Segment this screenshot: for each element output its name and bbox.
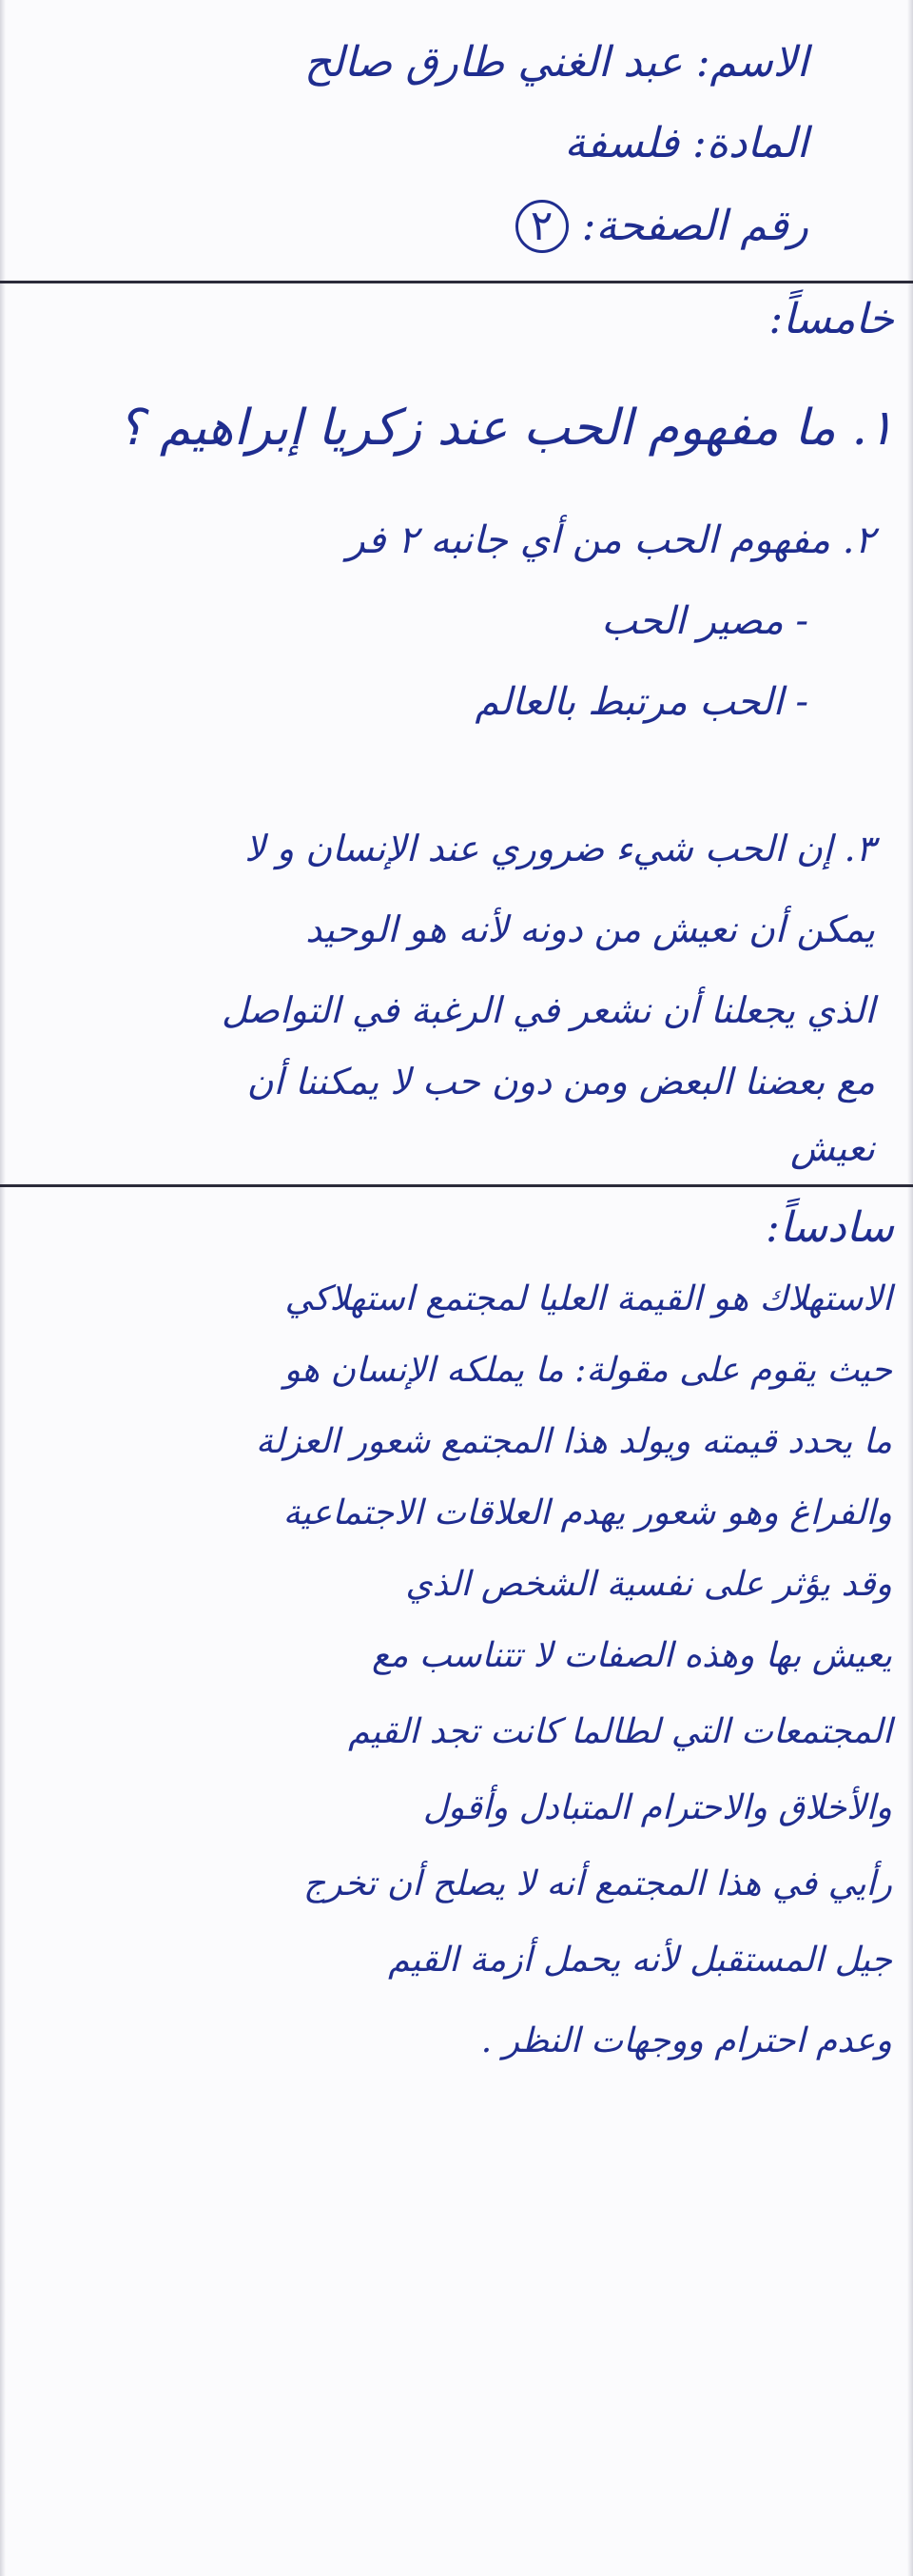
s6-line-6: يعيش بها وهذه الصفات لا تتناسب مع: [372, 1636, 892, 1675]
s6-line-1: الاستهلاك هو القيمة العليا لمجتمع استهلاكي: [284, 1279, 892, 1318]
s6-line-7: المجتمعات التي لطالما كانت تجد القيم: [348, 1712, 892, 1751]
page-number-label: رقم الصفحة:: [581, 202, 808, 250]
s6-line-5: وقد يؤثر على نفسية الشخص الذي: [405, 1565, 892, 1604]
q3-line-2: يمكن أن نعيش من دونه لأنه هو الوحيد: [305, 908, 875, 950]
bullet-love-world: - الحب مرتبط بالعالم: [475, 680, 808, 724]
s6-line-2: حيث يقوم على مقولة: ما يملكه الإنسان هو: [283, 1351, 892, 1390]
section-five-title: خامساً:: [768, 295, 894, 343]
q3-line-3: الذي يجعلنا أن نشعر في الرغبة في التواصل: [221, 989, 875, 1031]
question-two: ٢. مفهوم الحب من أي جانبه ٢ فر: [346, 518, 875, 562]
page-number-line: [508, 200, 808, 253]
s6-line-10: جيل المستقبل لأنه يحمل أزمة القيم: [388, 1941, 892, 1980]
bullet-love-fate: - مصير الحب: [601, 599, 808, 643]
s6-line-3: ما يحدد قيمته ويولد هذا المجتمع شعور العزلة: [255, 1422, 892, 1461]
s6-line-9: رأيي في هذا المجتمع أنه لا يصلح أن تخرج: [303, 1864, 892, 1903]
student-name: الاسم: عبد الغني طارق صالح: [303, 38, 808, 87]
question-one: ١. ما مفهوم الحب عند زكريا إبراهيم ؟: [117, 400, 894, 457]
paper-left-edge: [0, 0, 6, 2576]
q3-line-4: مع بعضنا البعض ومن دون حب لا يمكننا أن: [246, 1061, 875, 1103]
page-number-circle: ٢: [515, 200, 569, 253]
q3-line-1: ٣. إن الحب شيء ضروري عند الإنسان و لا: [244, 828, 875, 869]
s6-line-8: والأخلاق والاحترام المتبادل وأقول: [422, 1788, 892, 1827]
q3-line-5: نعيش: [790, 1127, 875, 1169]
header-divider: [0, 281, 913, 283]
paper-right-edge: [907, 0, 913, 2576]
subject-line: المادة: فلسفة: [564, 119, 808, 167]
s6-line-4: والفراغ وهو شعور يهدم العلاقات الاجتماعية: [282, 1493, 892, 1532]
section-divider: [0, 1184, 913, 1187]
s6-line-11: وعدم احترام ووجهات النظر .: [480, 2021, 892, 2060]
section-six-title: سادساً:: [766, 1203, 894, 1252]
